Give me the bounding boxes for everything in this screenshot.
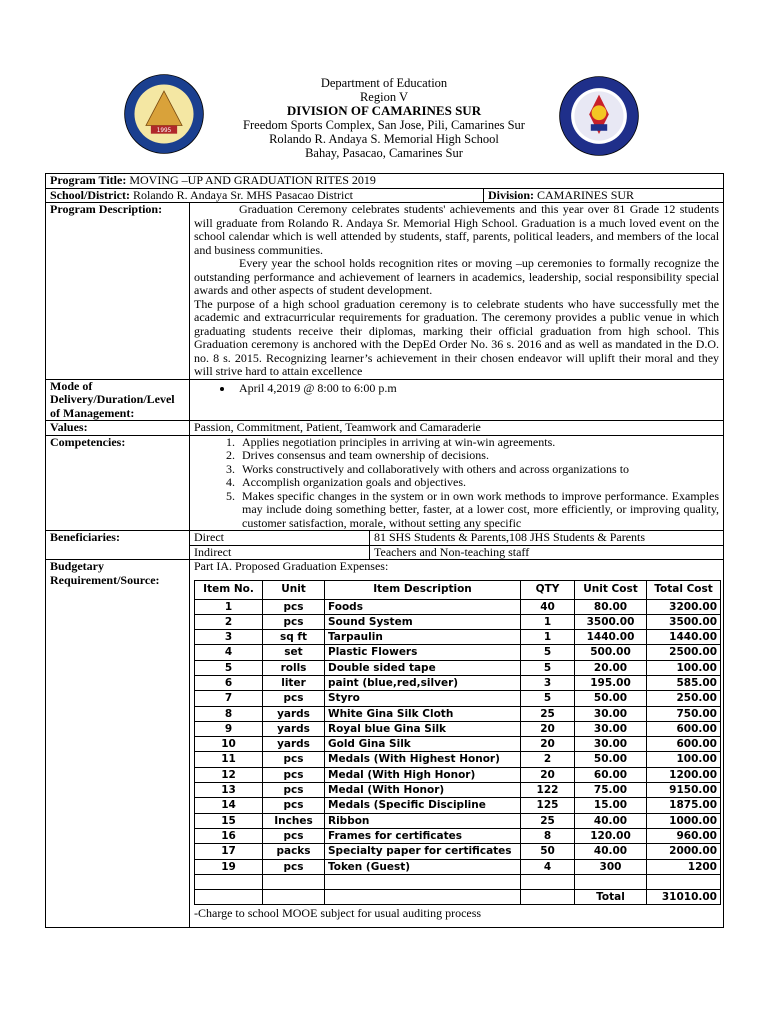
budget-cell-total-cost: 1000.00: [647, 813, 721, 828]
program-title-label: Program Title:: [50, 173, 127, 187]
budget-cell-item-no: 5: [195, 660, 263, 675]
description-paragraph-1: Graduation Ceremony celebrates students' achievements and this year over 81 Grade 12 students will graduate from Rolando R. Andaya Sr. Memorial High School. Graduation is a much loved event on the school calendar which is well attended by students, staff, parents, political leaders, and members of the local and business communities.: [194, 202, 720, 257]
budget-cell-unit: pcs: [263, 828, 325, 843]
budget-cell-description: Frames for certificates: [325, 828, 521, 843]
budget-row: [195, 614, 721, 629]
budget-cell-total-cost: 1440.00: [647, 630, 721, 645]
school-seal-year: 1995: [156, 128, 172, 135]
budget-cell-unit-cost: 15.00: [575, 798, 647, 813]
budget-cell-item-no: 2: [195, 614, 263, 629]
competency-item: 3. Works constructively and collaboratively with others and across organizations to: [238, 463, 719, 477]
budget-cell-unit-cost: 50.00: [575, 691, 647, 706]
budget-cell-item-no: 1: [195, 599, 263, 614]
budget-cell-total-cost: 600.00: [647, 721, 721, 736]
budget-cell-item-no: 13: [195, 783, 263, 798]
competency-item: 1. Applies negotiation principles in arriving at win-win agreements.: [238, 436, 719, 450]
competencies-label: Competencies:: [46, 435, 190, 531]
budget-cell-total-cost: 100.00: [647, 660, 721, 675]
mode-value: • April 4,2019 @ 8:00 to 6:00 p.m: [234, 382, 719, 396]
direct-value: 81 SHS Students & Parents,108 JHS Students & Parents: [370, 531, 724, 546]
budget-cell-total-cost: 9150.00: [647, 783, 721, 798]
budget-row: [195, 645, 721, 660]
header-region: Region V: [359, 90, 409, 104]
budget-cell-description: Medals (With Highest Honor): [325, 752, 521, 767]
budget-cell-unit-cost: 500.00: [575, 645, 647, 660]
budget-cell-unit: yards: [263, 737, 325, 752]
row-budget: [46, 560, 724, 928]
budget-cell-unit: pcs: [263, 752, 325, 767]
row-beneficiaries-direct: [46, 531, 724, 546]
budget-row: [195, 844, 721, 859]
budget-cell-qty: 1: [521, 614, 575, 629]
budget-cell-description: Token (Guest): [325, 859, 521, 874]
budget-header-total-cost: Total Cost: [647, 580, 721, 599]
budget-cell-item-no: 15: [195, 813, 263, 828]
school-label: School/District:: [50, 187, 130, 202]
budget-cell-item-no: 10: [195, 737, 263, 752]
row-school-district: [46, 188, 724, 203]
budget-cell-item-no: 12: [195, 767, 263, 782]
indirect-label: Indirect: [190, 545, 370, 560]
budget-row: [195, 660, 721, 675]
budget-cell-unit-cost: 30.00: [575, 737, 647, 752]
budget-cell-qty: 8: [521, 828, 575, 843]
budget-cell-unit-cost: 30.00: [575, 706, 647, 721]
header-department: Department of Education: [320, 76, 448, 90]
school-value: Rolando R. Andaya Sr. MHS Pasacao District: [133, 187, 353, 202]
budget-cell-qty: 1: [521, 630, 575, 645]
budget-cell-unit: pcs: [263, 614, 325, 629]
budget-cell-qty: 20: [521, 737, 575, 752]
budget-cell-unit-cost: 80.00: [575, 599, 647, 614]
budget-cell-item-no: 14: [195, 798, 263, 813]
budget-cell-unit: packs: [263, 844, 325, 859]
budget-row: [195, 813, 721, 828]
budget-cell-total-cost: 2500.00: [647, 645, 721, 660]
budget-cell-description: Plastic Flowers: [325, 645, 521, 660]
budget-cell-qty: 5: [521, 660, 575, 675]
budget-cell-qty: 5: [521, 691, 575, 706]
budget-cell-item-no: 9: [195, 721, 263, 736]
budget-cell-description: paint (blue,red,silver): [325, 675, 521, 690]
budget-cell-unit-cost: 120.00: [575, 828, 647, 843]
budget-cell-unit: rolls: [263, 660, 325, 675]
budget-row: [195, 752, 721, 767]
budget-cell-description: Medal (With High Honor): [325, 767, 521, 782]
budget-cell-item-no: 17: [195, 844, 263, 859]
budget-cell-description: Medals (Specific Discipline: [325, 798, 521, 813]
budget-cell-total-cost: 1875.00: [647, 798, 721, 813]
budget-cell-description: Styro: [325, 691, 521, 706]
budget-cell-item-no: 11: [195, 752, 263, 767]
program-proposal-table: [45, 173, 724, 928]
budget-cell-qty: 50: [521, 844, 575, 859]
budget-row: [195, 798, 721, 813]
description-label: Program Description:: [46, 203, 190, 380]
budget-cell-item-no: 4: [195, 645, 263, 660]
budget-cell-description: Royal blue Gina Silk: [325, 721, 521, 736]
budget-row: [195, 737, 721, 752]
budget-cell-unit: set: [263, 645, 325, 660]
competencies-list: [194, 436, 719, 531]
budget-header-item-no: Item No.: [195, 580, 263, 599]
row-program-description: [46, 203, 724, 380]
budget-cell-qty: 20: [521, 767, 575, 782]
budget-cell-unit-cost: 30.00: [575, 721, 647, 736]
budget-row: [195, 691, 721, 706]
budget-cell-unit: Inches: [263, 813, 325, 828]
header-school: Rolando R. Andaya S. Memorial High School: [269, 132, 499, 146]
budget-cell-item-no: 7: [195, 691, 263, 706]
budget-cell-qty: 25: [521, 813, 575, 828]
budget-cell-qty: 5: [521, 645, 575, 660]
budget-cell-unit-cost: 40.00: [575, 844, 647, 859]
budget-cell-unit: sq ft: [263, 630, 325, 645]
budget-cell-description: Sound System: [325, 614, 521, 629]
budget-header-unit: Unit: [263, 580, 325, 599]
budget-cell-unit-cost: 20.00: [575, 660, 647, 675]
budget-cell-item-no: 6: [195, 675, 263, 690]
budget-cell-total-cost: 3500.00: [647, 614, 721, 629]
budget-row: [195, 767, 721, 782]
budget-cell-description: Foods: [325, 599, 521, 614]
budget-cell-total-cost: 750.00: [647, 706, 721, 721]
budget-cell-unit-cost: 1440.00: [575, 630, 647, 645]
budget-cell-unit-cost: 75.00: [575, 783, 647, 798]
budget-cell-total-cost: 1200.00: [647, 767, 721, 782]
budget-cell-description: White Gina Silk Cloth: [325, 706, 521, 721]
budget-cell-unit: pcs: [263, 691, 325, 706]
budget-header-row: [195, 580, 721, 599]
budget-cell-qty: 125: [521, 798, 575, 813]
budget-cell-item-no: 16: [195, 828, 263, 843]
budget-cell-description: Ribbon: [325, 813, 521, 828]
document-header: [0, 76, 768, 160]
budget-cell-qty: 2: [521, 752, 575, 767]
budget-blank-cell: [325, 874, 521, 889]
budget-row: [195, 599, 721, 614]
budget-cell-unit-cost: 300: [575, 859, 647, 874]
budget-row: [195, 675, 721, 690]
header-address: Freedom Sports Complex, San Jose, Pili, Camarines Sur: [243, 118, 525, 132]
budget-row: [195, 859, 721, 874]
budget-header-unit-cost: Unit Cost: [575, 580, 647, 599]
budget-cell-qty: 40: [521, 599, 575, 614]
budget-header-qty: QTY: [521, 580, 575, 599]
values-label: Values:: [46, 421, 190, 436]
budget-cell-total-cost: 585.00: [647, 675, 721, 690]
budget-cell-description: Gold Gina Silk: [325, 737, 521, 752]
budget-blank-row: [195, 874, 721, 889]
budget-cell-unit: pcs: [263, 599, 325, 614]
budget-cell-unit: pcs: [263, 859, 325, 874]
budget-cell-total-cost: 250.00: [647, 691, 721, 706]
header-school-address: Bahay, Pasacao, Camarines Sur: [305, 146, 463, 160]
program-title-value: MOVING –UP AND GRADUATION RITES 2019: [129, 173, 376, 187]
budget-cell-total-cost: 100.00: [647, 752, 721, 767]
budget-cell-unit: pcs: [263, 767, 325, 782]
budget-total-label: Total: [575, 890, 647, 905]
budget-total-row: [195, 890, 721, 905]
budget-cell-item-no: 8: [195, 706, 263, 721]
row-mode-of-delivery: [46, 379, 724, 421]
description-paragraph-3: The purpose of a high school graduation ceremony is to celebrate students who have successfully met the academic and extracurricular requirements for graduation. The ceremony provides a public venue in which graduating students receive their diplomas, marking their official graduation from high school. This Graduation ceremony is anchored with the DepEd Order No. 36 s. 2016 and as well as mandated in the D.O. no. 8 s. 2015. Recognizing learner’s achievement in their chosen endeavor will uplift their moral and they will strive hard to attain excellence: [194, 296, 720, 378]
competency-item: 5. Makes specific changes in the system or in own work methods to improve performance. Examples may include doing something better, faster, at a lower cost, more efficiently, or improving quality, customer satisfaction, morale, without setting any specific: [238, 490, 719, 531]
row-values: [46, 421, 724, 436]
budget-cell-total-cost: 3200.00: [647, 599, 721, 614]
budget-label: Budgetary Requirement/Source:: [46, 560, 190, 928]
division-value: CAMARINES SUR: [537, 187, 635, 202]
budget-cell-unit: yards: [263, 721, 325, 736]
budget-blank-cell: [647, 874, 721, 889]
budget-cell-description: Tarpaulin: [325, 630, 521, 645]
budget-blank-cell: [521, 874, 575, 889]
beneficiaries-label: Beneficiaries:: [46, 531, 190, 560]
budget-row: [195, 630, 721, 645]
budget-cell-unit-cost: 60.00: [575, 767, 647, 782]
values-value: Passion, Commitment, Patient, Teamwork and Camaraderie: [190, 421, 724, 436]
budget-cell-qty: 122: [521, 783, 575, 798]
budget-cell-item-no: 19: [195, 859, 263, 874]
budget-cell-total-cost: 960.00: [647, 828, 721, 843]
budget-total-value: 31010.00: [647, 890, 721, 905]
budget-cell-qty: 4: [521, 859, 575, 874]
budget-row: [195, 783, 721, 798]
indirect-value: Teachers and Non-teaching staff: [370, 545, 724, 560]
budget-blank-cell: [575, 874, 647, 889]
budget-cell-unit: pcs: [263, 798, 325, 813]
header-division: DIVISION OF CAMARINES SUR: [286, 103, 482, 118]
budget-note: -Charge to school MOOE subject for usual auditing process: [194, 906, 482, 921]
competency-item: 4. Accomplish organization goals and objectives.: [238, 476, 719, 490]
budget-part-title: Part IA. Proposed Graduation Expenses:: [194, 559, 389, 573]
budget-row: [195, 721, 721, 736]
budget-header-description: Item Description: [325, 580, 521, 599]
budget-row: [195, 828, 721, 843]
budget-blank-cell: [195, 874, 263, 889]
budget-blank-cell: [263, 874, 325, 889]
budget-cell-unit-cost: 40.00: [575, 813, 647, 828]
budget-cell-description: Specialty paper for certificates: [325, 844, 521, 859]
budget-cell-qty: 25: [521, 706, 575, 721]
budget-cell-unit-cost: 50.00: [575, 752, 647, 767]
budget-cell-description: Medal (With Honor): [325, 783, 521, 798]
budget-cell-unit-cost: 3500.00: [575, 614, 647, 629]
direct-label: Direct: [190, 531, 370, 546]
budget-cell-total-cost: 600.00: [647, 737, 721, 752]
budget-cell-unit: liter: [263, 675, 325, 690]
budget-cell-description: Double sided tape: [325, 660, 521, 675]
mode-label: Mode of Delivery/Duration/Level of Management:: [46, 379, 190, 421]
budget-cell-qty: 20: [521, 721, 575, 736]
budget-cell-total-cost: 2000.00: [647, 844, 721, 859]
description-paragraph-2: Every year the school holds recognition rites or moving –up ceremonies to formally recognize the outstanding performance and achievement of learners in academics, leadership, social responsibility special awards and other aspects of student development.: [194, 256, 720, 297]
competency-item: 2. Drives consensus and team ownership of decisions.: [238, 449, 719, 463]
budget-cell-total-cost: 1200: [647, 859, 721, 874]
division-label: Division:: [488, 187, 535, 202]
budget-cell-unit-cost: 195.00: [575, 675, 647, 690]
budget-cell-qty: 3: [521, 675, 575, 690]
row-program-title: [46, 174, 724, 189]
row-competencies: [46, 435, 724, 531]
budget-cell-item-no: 3: [195, 630, 263, 645]
budget-cell-unit: yards: [263, 706, 325, 721]
budget-cell-unit: pcs: [263, 783, 325, 798]
budget-row: [195, 706, 721, 721]
budget-table: [194, 580, 721, 906]
